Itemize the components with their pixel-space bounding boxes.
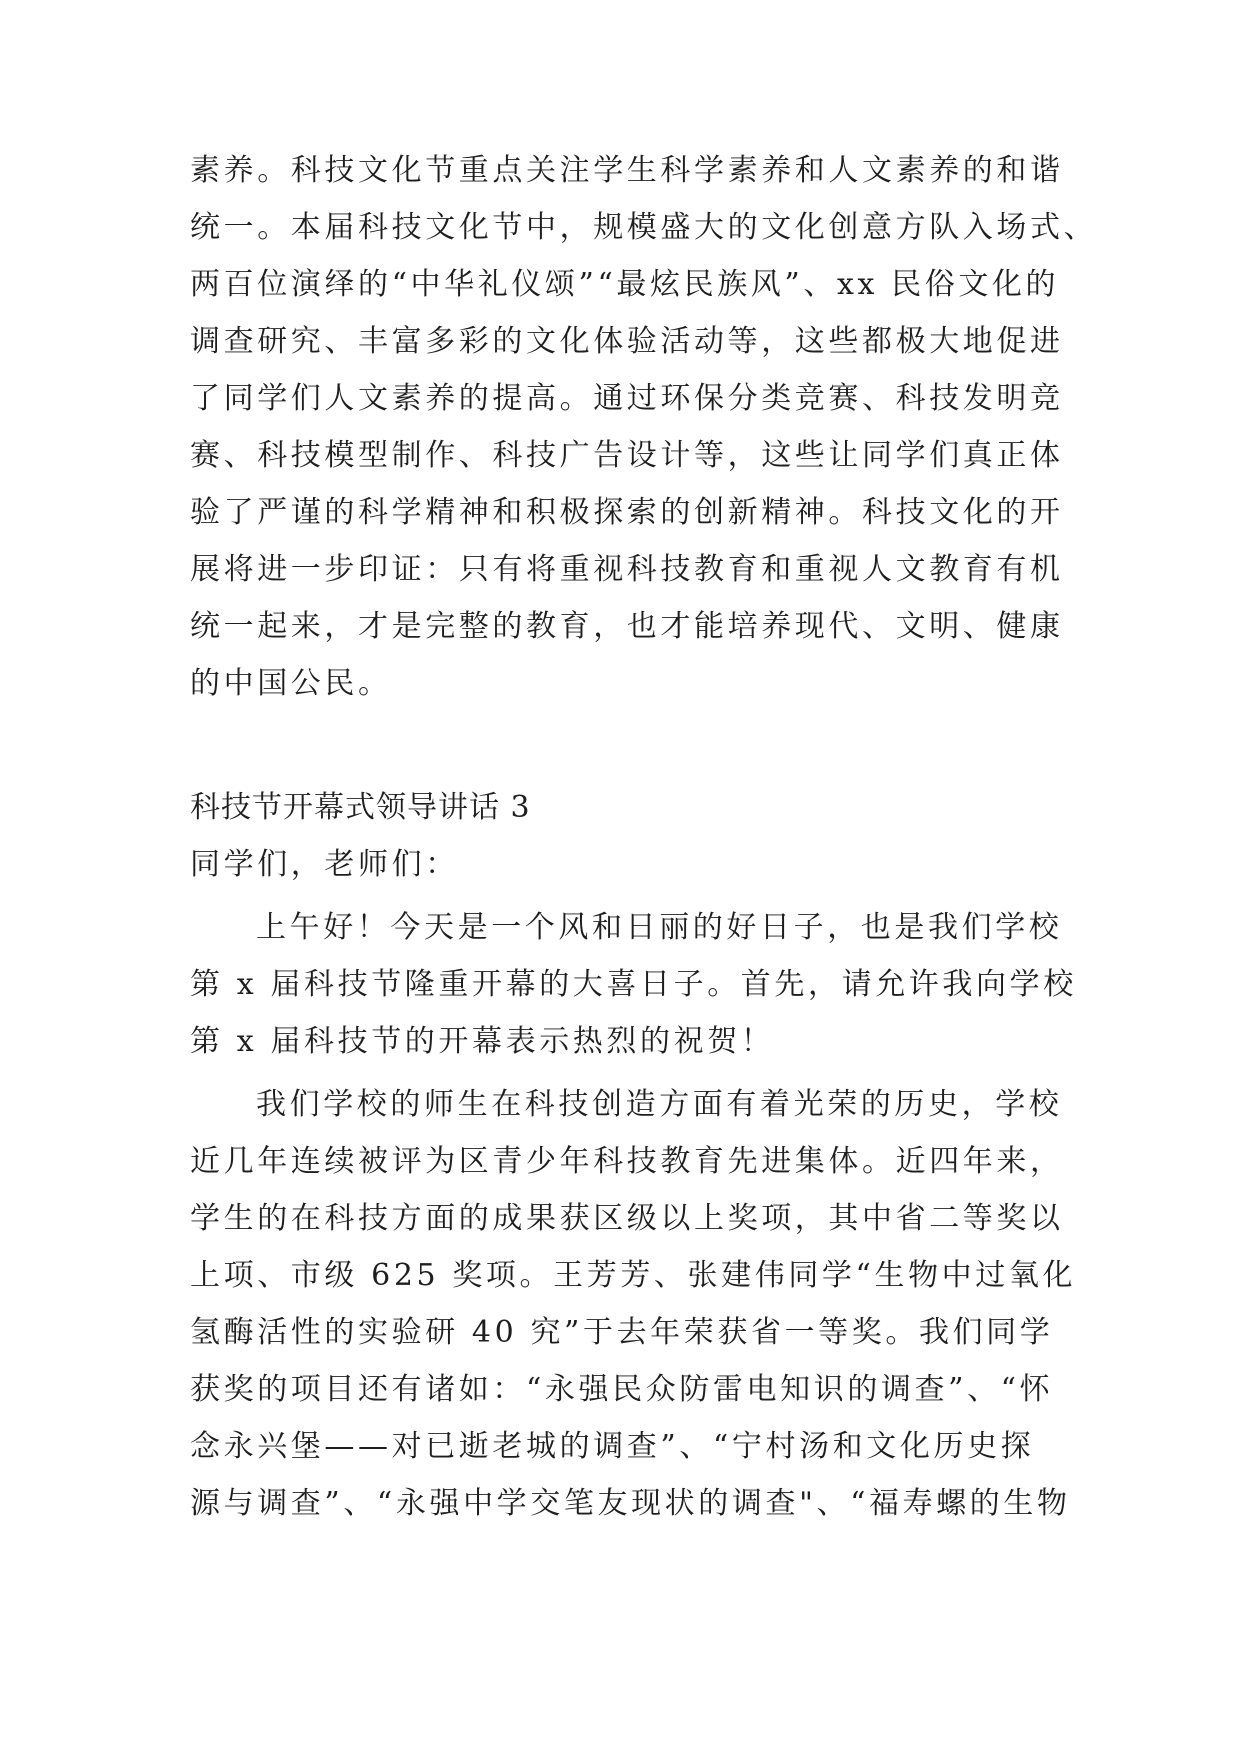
para2-line-1: 上午好！今天是一个风和日丽的好日子，也是我们学校 [256,910,1063,945]
para1-line-1: 素养。科技文化节重点关注学生科学素养和人文素养的和谐 [190,153,1064,188]
para1-line-2: 统一。本届科技文化节中，规模盛大的文化创意方队入场式、 [190,210,1098,245]
salutation: 同学们，老师们： [190,847,459,882]
para3-line-3: 学生的在科技方面的成果获区级以上奖项，其中省二等奖以 [190,1201,1064,1236]
para3-line-6: 获奖的项目还有诸如：“永强民众防雷电知识的调查”、“怀 [190,1372,1054,1407]
para3-line-2: 近几年连续被评为区青少年科技教育先进集体。近四年来， [190,1144,1064,1179]
para2-line-3: 第 x 届科技节的开幕表示热烈的祝贺！ [190,1024,775,1059]
para3-line-5: 氢酶活性的实验研 40 究”于去年荣获省一等奖。我们同学 [190,1315,1054,1350]
para1-line-8: 展将进一步印证：只有将重视科技教育和重视人文教育有机 [190,552,1064,587]
para2-line-2: 第 x 届科技节隆重开幕的大喜日子。首先，请允许我向学校 [190,967,1077,1002]
para3-line-7: 念永兴堡——对已逝老城的调查”、“宁村汤和文化历史探 [190,1429,1035,1464]
para3-line-4: 上项、市级 625 奖项。王芳芳、张建伟同学“生物中过氧化 [190,1258,1077,1293]
para1-line-5: 了同学们人文素养的提高。通过环保分类竞赛、科技发明竞 [190,381,1064,416]
para1-line-4: 调查研究、丰富多彩的文化体验活动等，这些都极大地促进 [190,324,1064,359]
para3-line-8: 源与调查”、“永强中学交笔友现状的调查"、“福寿螺的生物 [190,1486,1071,1521]
para1-line-10: 的中国公民。 [190,666,392,701]
para1-line-9: 统一起来，才是完整的教育，也才能培养现代、文明、健康 [190,609,1064,644]
para1-line-7: 验了严谨的科学精神和积极探索的创新精神。科技文化的开 [190,495,1064,530]
para1-line-3: 两百位演绎的“中华礼仪颂”“最炫民族风”、xx 民俗文化的 [190,267,1060,302]
section-title: 科技节开幕式领导讲话 3 [190,790,531,825]
para1-line-6: 赛、科技模型制作、科技广告设计等，这些让同学们真正体 [190,438,1064,473]
para3-line-1: 我们学校的师生在科技创造方面有着光荣的历史，学校 [256,1087,1063,1122]
